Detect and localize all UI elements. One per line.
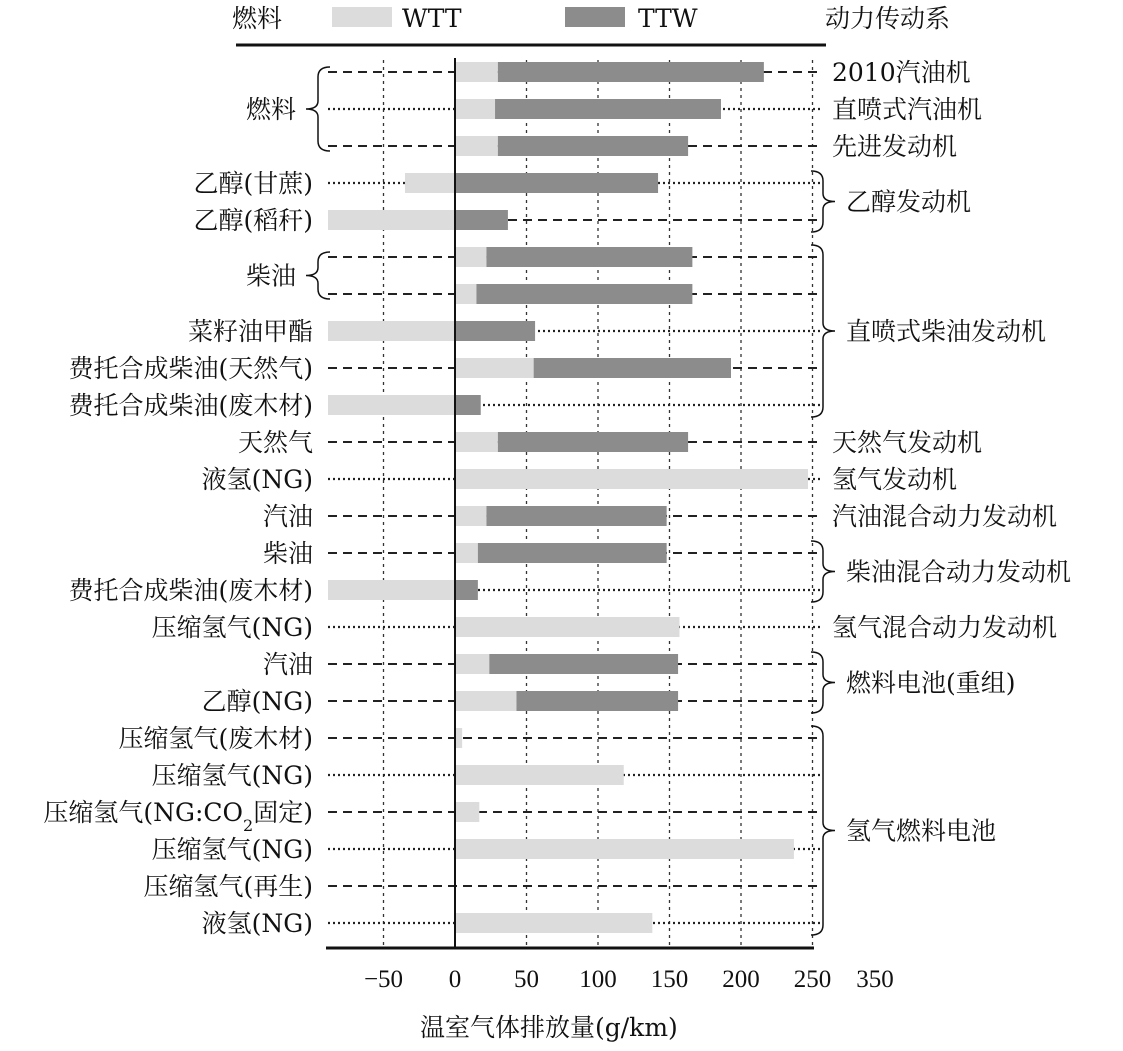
fuel-label: 菜籽油甲酯 — [187, 317, 313, 346]
powertrain-labels — [811, 58, 1071, 935]
bar-ttw — [495, 99, 721, 119]
bar-wtt — [455, 543, 478, 563]
bar-wtt — [455, 432, 498, 452]
bar-wtt — [455, 765, 624, 785]
x-tick-label: 250 — [793, 966, 832, 993]
powertrain-label: 燃料电池(重组) — [846, 668, 1016, 698]
header-fuel-label: 燃料 — [232, 4, 283, 33]
bar-wtt — [328, 395, 455, 415]
bar-wtt — [455, 62, 498, 82]
legend — [332, 4, 698, 33]
fuel-label: 天然气 — [237, 428, 313, 457]
bar-ttw — [455, 580, 478, 600]
bar-wtt — [328, 580, 455, 600]
powertrain-label: 氢气燃料电池 — [846, 816, 997, 846]
bar-ttw — [498, 136, 688, 156]
bar-wtt — [455, 247, 486, 267]
bar-wtt — [455, 136, 498, 156]
fuel-label: 柴油 — [262, 539, 313, 568]
legend-label-ttw: TTW — [638, 4, 698, 33]
bar-wtt — [405, 173, 455, 193]
bar-wtt — [455, 802, 479, 822]
x-tick-labels — [364, 966, 894, 993]
bar-ttw — [476, 284, 692, 304]
powertrain-label: 汽油混合动力发动机 — [832, 502, 1058, 531]
bar-ttw — [486, 247, 692, 267]
header-powertrain-label: 动力传动系 — [825, 4, 951, 33]
x-tick-label: 50 — [514, 966, 539, 993]
fuel-label: 费托合成柴油(废木材) — [68, 391, 313, 420]
fuel-label: 压缩氢气(NG) — [151, 835, 313, 864]
fuel-labels — [43, 67, 330, 938]
bar-wtt — [455, 617, 680, 637]
fuel-label: 压缩氢气(废木材) — [118, 724, 313, 753]
x-tick-label: 0 — [448, 966, 462, 993]
fuel-label: 压缩氢气(NG) — [151, 761, 313, 790]
x-tick-label: −50 — [363, 966, 404, 993]
fuel-group-brace — [306, 252, 330, 299]
bar-wtt — [455, 654, 489, 674]
bar-ttw — [455, 210, 508, 230]
bar-wtt — [455, 469, 808, 489]
powertrain-brace — [811, 652, 835, 713]
powertrain-label: 氢气发动机 — [832, 465, 958, 494]
fuel-label: 乙醇(NG) — [201, 687, 313, 716]
fuel-label: 液氢(NG) — [201, 465, 313, 494]
fuel-group-label: 柴油 — [245, 261, 296, 291]
fuel-label: 费托合成柴油(废木材) — [68, 576, 313, 605]
powertrain-label: 直喷式柴油发动机 — [846, 317, 1047, 346]
powertrain-label: 天然气发动机 — [832, 428, 983, 457]
powertrain-label: 氢气混合动力发动机 — [832, 613, 1058, 642]
fuel-label: 液氢(NG) — [201, 909, 313, 938]
bar-wtt — [328, 210, 455, 230]
fuel-label: 压缩氢气(NG) — [151, 613, 313, 642]
bar-wtt — [455, 728, 462, 748]
bar-ttw — [478, 543, 667, 563]
x-axis-title: 温室气体排放量(g/km) — [420, 1013, 678, 1042]
powertrain-label: 乙醇发动机 — [846, 187, 972, 217]
legend-swatch-wtt — [332, 7, 392, 27]
fuel-label: 汽油 — [262, 502, 313, 531]
powertrain-brace — [811, 726, 835, 935]
x-tick-label: 350 — [856, 966, 894, 993]
fuel-label: 压缩氢气($NG:CO_2$固定) — [43, 798, 313, 835]
bar-ttw — [455, 395, 481, 415]
bar-ttw — [534, 358, 731, 378]
powertrain-label: 直喷式汽油机 — [832, 95, 983, 124]
bar-wtt — [455, 284, 476, 304]
fuel-label: 汽油 — [262, 650, 313, 679]
x-tick-label: 150 — [650, 966, 689, 993]
bar-ttw — [516, 691, 678, 711]
legend-swatch-ttw — [565, 7, 625, 27]
bar-wtt — [455, 506, 486, 526]
bar-ttw — [486, 506, 666, 526]
bar-wtt — [455, 839, 794, 859]
fuel-label: 费托合成柴油(天然气) — [68, 354, 313, 383]
row-guides — [328, 72, 820, 923]
powertrain-label: 2010汽油机 — [832, 58, 971, 87]
bar-wtt — [455, 358, 534, 378]
x-tick-label: 100 — [579, 966, 617, 993]
bar-wtt — [455, 99, 495, 119]
fuel-group-brace — [306, 67, 330, 151]
fuel-label: 乙醇(稻秆) — [193, 206, 313, 235]
powertrain-brace — [811, 171, 835, 232]
bar-wtt — [328, 321, 455, 341]
bar-ttw — [455, 321, 535, 341]
powertrain-brace — [811, 541, 835, 602]
bar-ttw — [498, 432, 688, 452]
bar-wtt — [455, 913, 652, 933]
bar-wtt — [455, 691, 516, 711]
powertrain-label: 柴油混合动力发动机 — [846, 557, 1072, 587]
bar-ttw — [489, 654, 678, 674]
powertrain-label: 先进发动机 — [832, 132, 958, 161]
bar-ttw — [455, 173, 658, 193]
legend-label-wtt: WTT — [402, 4, 462, 33]
fuel-label: 压缩氢气(再生) — [143, 872, 313, 901]
x-tick-label: 200 — [722, 966, 760, 993]
bars — [328, 62, 808, 933]
fuel-group-label: 燃料 — [245, 95, 296, 124]
bar-ttw — [498, 62, 764, 82]
fuel-label: 乙醇(甘蔗) — [193, 169, 313, 198]
